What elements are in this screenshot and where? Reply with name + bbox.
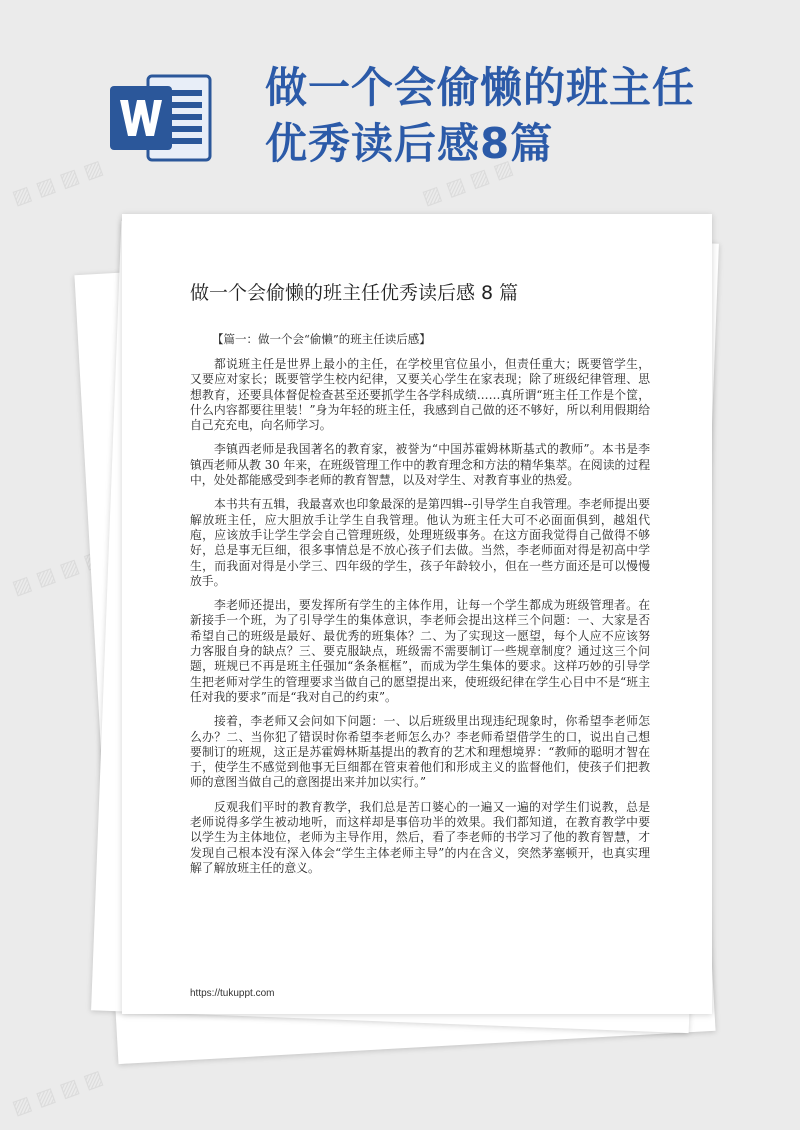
page-title-line-2: 优秀读后感8篇 (265, 119, 554, 168)
paragraph: 都说班主任是世界上最小的主任，在学校里官位虽小，但责任重大；既要管学生，又要应对家长；既要管学生校内纪律，又要关心学生在家表现；除了班级纪律管理、思想教育，还要具体督促检查甚至还要抓学生各学科成绩……真所谓“班主任工作是个筐，什么内容都要往里装！”身为年轻的班主任，我感到自己做的还不够好，所以利用假期给自己充充电，向名师学习。 (190, 357, 650, 433)
paragraph: 反观我们平时的教育教学，我们总是苦口婆心的一遍又一遍的对学生们说教，总是老师说得多学生被动地听，而这样却是事倍功半的效果。我们都知道，在教育教学中要以学生为主体地位，老师为主导作用，然后，看了李老师的书学习了他的教育智慧，才发现自己根本没有深入体会“学生主体老师主导”的内在含义，突然茅塞顿开，也真实理解了解放班主任的意义。 (190, 799, 650, 875)
watermark: ▨ ▨ ▨ ▨ (8, 154, 106, 210)
watermark: ▨ ▨ ▨ ▨ (8, 1064, 106, 1120)
paragraph: 本书共有五辑，我最喜欢也印象最深的是第四辑--引导学生自我管理。李老师提出要解放班主任，应大胆放手让学生自我管理。他认为班主任大可不必面面俱到，越俎代庖，应该放手让学生学会自己管理班级，处理班级事务。在这方面我觉得自己做得不够好，总是事无巨细，很多事情总是不放心孩子们去做。当然，李老师面对得是初高中学生，而我面对得是小学三、四年级的学生，孩子年龄较小，但在一些方面还是可以慢慢放手。 (190, 497, 650, 588)
watermark: ▨ ▨ ▨ ▨ (418, 154, 516, 210)
page-title-line-1: 做一个会偷懒的班主任 (265, 63, 696, 112)
page-title (265, 60, 765, 172)
document-body (190, 278, 650, 885)
document-title: 做一个会偷懒的班主任优秀读后感 8 篇 (190, 282, 519, 304)
section-label: 【篇一：做一个会“偷懒”的班主任读后感】 (212, 332, 431, 346)
footer-url[interactable]: https://tukuppt.com (190, 988, 275, 999)
watermark: ▨ ▨ ▨ ▨ (8, 544, 106, 600)
word-document-icon (110, 68, 215, 168)
paragraph: 李老师还提出，要发挥所有学生的主体作用，让每一个学生都成为班级管理者。在新接手一个班，为了引导学生的集体意识，李老师会提出这样三个问题：一、大家是否希望自己的班级是最好、最优秀的班集体？二、为了实现这一愿望，每个人应不应该努力客服自身的缺点？三、要克服缺点，班级需不需要制订一些规章制度？通过这三个问题，班规已不再是班主任强加“条条框框”，而成为学生集体的要求。这样巧妙的引导学生把老师对学生的管理要求当做自己的愿望提出来，使班级纪律在学生心目中不是“班主任对我的要求”而是“我对自己的约束”。 (190, 598, 650, 704)
paragraph: 接着，李老师又会问如下问题：一、以后班级里出现违纪现象时，你希望李老师怎么办？二、当你犯了错误时你希望李老师怎么办？李老师希望借学生的口，说出自己想要制订的班规，这正是苏霍姆林斯基提出的教育的艺术和理想境界：“教师的聪明才智在于，使学生不感觉到他事无巨细都在管束着他们和形成主义的监督他们，使孩子们把教师的意图当做自己的意图提出来并加以实行。” (190, 714, 650, 790)
paragraph: 李镇西老师是我国著名的教育家，被誉为“中国苏霍姆林斯基式的教师”。本书是李镇西老师从教 30 年来，在班级管理工作中的教育理念和方法的精华集萃。在阅读的过程中，处处都能感受到李老师的教育智慧，以及对学生、对教育事业的热爱。 (190, 442, 650, 488)
